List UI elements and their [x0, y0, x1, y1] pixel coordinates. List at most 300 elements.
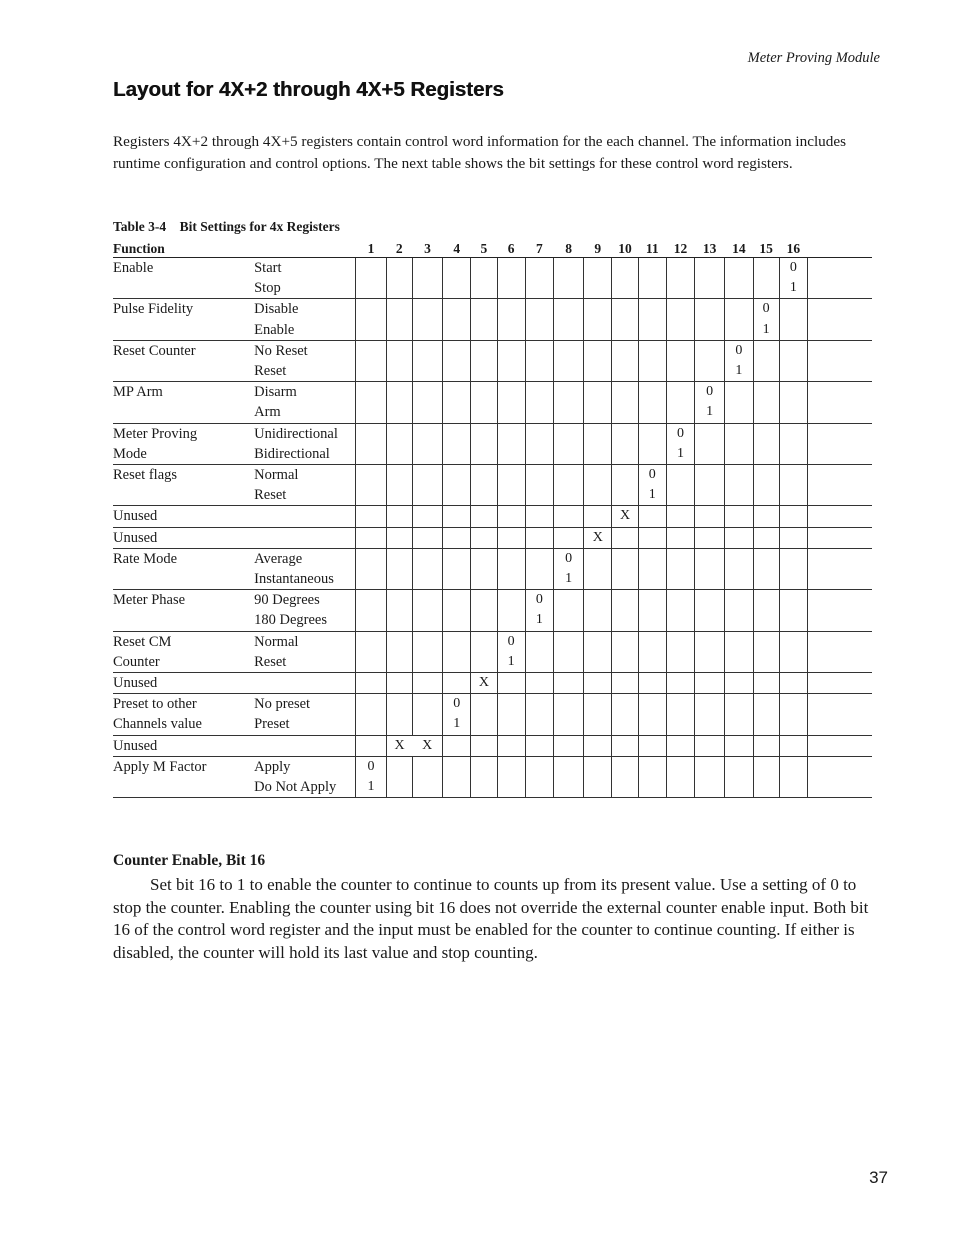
option-label: Do Not Apply — [254, 777, 356, 798]
bit-6-cell — [497, 485, 525, 506]
bit-11-cell — [638, 361, 666, 382]
bit-11-cell — [638, 402, 666, 423]
bit-7-cell — [525, 361, 553, 382]
bit-12-cell — [666, 548, 694, 569]
bit-11-cell — [638, 340, 666, 361]
bit-1-cell — [356, 361, 386, 382]
bit-16-cell — [779, 631, 807, 652]
option-label: Arm — [254, 404, 281, 421]
bit-2-cell — [386, 777, 412, 798]
bit-2-cell: X — [386, 735, 412, 756]
bit-6-cell — [497, 590, 525, 611]
bit-5-cell — [471, 299, 497, 320]
bit-2-cell — [386, 299, 412, 320]
table-row — [113, 299, 872, 320]
bit-7-cell — [525, 777, 553, 798]
bit-6-cell — [497, 382, 525, 403]
bit-3-cell — [412, 444, 442, 465]
bit-4-cell — [443, 444, 471, 465]
bit-12-cell: 0 — [666, 423, 694, 444]
tail-cell — [807, 465, 872, 486]
bit-3-cell — [412, 258, 442, 279]
table-row — [113, 590, 872, 611]
table-row — [113, 361, 872, 382]
bit-5-cell — [471, 485, 497, 506]
bit-8-cell: 1 — [553, 569, 583, 590]
bit-13-cell — [695, 423, 725, 444]
bit-3-cell — [412, 694, 442, 715]
bit-4-cell — [443, 590, 471, 611]
bit-14-cell — [725, 694, 753, 715]
bit-8-cell — [553, 756, 583, 777]
table-row — [113, 527, 872, 548]
tail-cell — [807, 320, 872, 341]
bit-5-cell — [471, 610, 497, 631]
bit-8-cell — [553, 382, 583, 403]
bit-10-cell — [612, 340, 638, 361]
bit-16-cell — [779, 569, 807, 590]
function-name: Enable — [113, 258, 254, 279]
bit-1-cell — [356, 673, 386, 694]
bit-15-cell: 1 — [753, 320, 779, 341]
bit-10-cell — [612, 631, 638, 652]
bit-11-cell — [638, 423, 666, 444]
bit-13-cell — [695, 258, 725, 279]
bit-7-cell — [525, 402, 553, 423]
table-row — [113, 402, 872, 423]
function-name: MP Arm — [113, 382, 254, 403]
bit-11-cell — [638, 777, 666, 798]
bit-11-cell — [638, 506, 666, 527]
bit-11-cell — [638, 590, 666, 611]
bit-9-cell — [584, 258, 612, 279]
bit-15-cell — [753, 258, 779, 279]
bit-12-cell — [666, 631, 694, 652]
bit-10-cell — [612, 610, 638, 631]
bit-1-cell — [356, 423, 386, 444]
bit-13-cell — [695, 631, 725, 652]
bit-14-cell: 1 — [725, 361, 753, 382]
bit-2-cell — [386, 340, 412, 361]
bit-1-cell — [356, 652, 386, 673]
bit-3-cell — [412, 465, 442, 486]
bit-10-cell — [612, 423, 638, 444]
bit-4-cell — [443, 777, 471, 798]
bit-16-cell: 0 — [779, 258, 807, 279]
bit-16-cell — [779, 506, 807, 527]
bit-16-cell — [779, 673, 807, 694]
bit-1-cell — [356, 320, 386, 341]
bit-12-cell — [666, 320, 694, 341]
bit-7-cell — [525, 258, 553, 279]
bit-15-cell — [753, 673, 779, 694]
function-name — [113, 278, 254, 299]
option-label: No Reset — [254, 340, 356, 361]
bit-14-cell — [725, 735, 753, 756]
option-label: 180 Degrees — [254, 612, 327, 629]
bit-6-cell — [497, 610, 525, 631]
bit-14-cell — [725, 382, 753, 403]
bit-10-cell — [612, 548, 638, 569]
bit-5-cell — [471, 714, 497, 735]
bit-12-cell — [666, 506, 694, 527]
table-row — [113, 777, 872, 798]
option-label: Preset — [254, 716, 290, 733]
bit-14-cell — [725, 756, 753, 777]
bit-1-cell — [356, 569, 386, 590]
bit-15-cell — [753, 777, 779, 798]
function-name: Meter Phase — [113, 590, 254, 611]
bit-16-cell — [779, 777, 807, 798]
bit-4-cell — [443, 278, 471, 299]
bit-14-cell — [725, 444, 753, 465]
bit-8-cell — [553, 506, 583, 527]
bit-6-cell: 0 — [497, 631, 525, 652]
bit-7-cell — [525, 694, 553, 715]
bit-14-cell — [725, 590, 753, 611]
bit-8-cell — [553, 652, 583, 673]
bit-13-cell — [695, 340, 725, 361]
bit-10-cell — [612, 694, 638, 715]
table-header-row — [113, 239, 872, 258]
tail-cell — [807, 735, 872, 756]
function-name: Reset Counter — [113, 340, 254, 361]
bit-13-cell — [695, 590, 725, 611]
bit-header: 12 — [666, 239, 694, 258]
bit-9-cell — [584, 485, 612, 506]
bit-14-cell — [725, 465, 753, 486]
bit-8-cell — [553, 402, 583, 423]
table-row — [113, 485, 872, 506]
bit-2-cell — [386, 485, 412, 506]
bit-5-cell — [471, 402, 497, 423]
page-title: Layout for 4X+2 through 4X+5 Registers — [113, 78, 504, 101]
bit-14-cell — [725, 652, 753, 673]
bit-5-cell — [471, 631, 497, 652]
bit-13-cell — [695, 278, 725, 299]
bit-15-cell — [753, 590, 779, 611]
bit-14-cell — [725, 258, 753, 279]
bit-4-cell — [443, 423, 471, 444]
bit-9-cell — [584, 340, 612, 361]
bit-2-cell — [386, 423, 412, 444]
bit-6-cell — [497, 714, 525, 735]
bit-8-cell — [553, 361, 583, 382]
bit-6-cell — [497, 673, 525, 694]
bit-9-cell — [584, 423, 612, 444]
bit-5-cell — [471, 756, 497, 777]
bit-4-cell — [443, 485, 471, 506]
bit-7-cell: 1 — [525, 610, 553, 631]
bit-7-cell — [525, 340, 553, 361]
bit-5-cell — [471, 258, 497, 279]
bit-3-cell — [412, 485, 442, 506]
bit-12-cell — [666, 569, 694, 590]
bit-14-cell — [725, 548, 753, 569]
bit-6-cell — [497, 694, 525, 715]
bit-9-cell — [584, 652, 612, 673]
bit-4-cell — [443, 652, 471, 673]
function-header: Function — [113, 239, 356, 258]
bit-9-cell — [584, 673, 612, 694]
bit-6-cell — [497, 527, 525, 548]
bit-7-cell — [525, 506, 553, 527]
bit-2-cell — [386, 382, 412, 403]
bit-7-cell — [525, 278, 553, 299]
bit-header: 2 — [386, 239, 412, 258]
bit-2-cell — [386, 506, 412, 527]
bit-16-cell — [779, 465, 807, 486]
bit-12-cell — [666, 382, 694, 403]
bit-7-cell — [525, 320, 553, 341]
bit-10-cell — [612, 444, 638, 465]
function-name: Rate Mode — [113, 548, 254, 569]
bit-10-cell — [612, 735, 638, 756]
bit-14-cell — [725, 631, 753, 652]
bit-10-cell — [612, 465, 638, 486]
bit-16-cell — [779, 735, 807, 756]
bit-header: 7 — [525, 239, 553, 258]
running-header: Meter Proving Module — [747, 50, 880, 66]
bit-15-cell — [753, 527, 779, 548]
bit-14-cell — [725, 777, 753, 798]
function-name — [113, 610, 254, 631]
bit-11-cell — [638, 694, 666, 715]
bit-5-cell — [471, 506, 497, 527]
bit-15-cell — [753, 485, 779, 506]
bit-9-cell — [584, 756, 612, 777]
bit-14-cell: 0 — [725, 340, 753, 361]
bit-2-cell — [386, 694, 412, 715]
bit-5-cell — [471, 444, 497, 465]
bit-7-cell — [525, 527, 553, 548]
bit-1-cell — [356, 735, 386, 756]
bit-11-cell — [638, 569, 666, 590]
tail-cell — [807, 299, 872, 320]
bit-13-cell — [695, 506, 725, 527]
bit-5-cell — [471, 320, 497, 341]
bit-15-cell — [753, 278, 779, 299]
bit-9-cell — [584, 590, 612, 611]
tail-header — [807, 239, 872, 258]
bit-10-cell — [612, 652, 638, 673]
table-row — [113, 756, 872, 777]
bit-7-cell — [525, 465, 553, 486]
option-label — [254, 735, 356, 756]
bit-15-cell — [753, 506, 779, 527]
bit-4-cell: 0 — [443, 694, 471, 715]
bit-7-cell: 0 — [525, 590, 553, 611]
bit-13-cell — [695, 299, 725, 320]
bit-16-cell — [779, 527, 807, 548]
bit-4-cell — [443, 548, 471, 569]
bit-9-cell: X — [584, 527, 612, 548]
bit-header: 16 — [779, 239, 807, 258]
bit-5-cell — [471, 465, 497, 486]
bit-12-cell — [666, 694, 694, 715]
bit-4-cell — [443, 569, 471, 590]
tail-cell — [807, 444, 872, 465]
bit-3-cell — [412, 548, 442, 569]
bit-13-cell — [695, 756, 725, 777]
bit-7-cell — [525, 485, 553, 506]
bit-5-cell — [471, 361, 497, 382]
bit-8-cell — [553, 590, 583, 611]
bit-5-cell — [471, 652, 497, 673]
table-row — [113, 694, 872, 715]
bit-11-cell — [638, 278, 666, 299]
bit-10-cell: X — [612, 506, 638, 527]
bit-11-cell — [638, 756, 666, 777]
bit-16-cell — [779, 756, 807, 777]
bit-13-cell — [695, 673, 725, 694]
bit-4-cell — [443, 610, 471, 631]
function-name: Mode — [113, 445, 147, 462]
table-row — [113, 278, 872, 299]
function-name: Unused — [113, 527, 254, 548]
table-row — [113, 506, 872, 527]
function-name: Meter Proving — [113, 423, 254, 444]
bit-16-cell — [779, 423, 807, 444]
bit-6-cell — [497, 340, 525, 361]
tail-cell — [807, 756, 872, 777]
bit-16-cell — [779, 652, 807, 673]
bit-14-cell — [725, 673, 753, 694]
bit-8-cell — [553, 610, 583, 631]
bit-16-cell — [779, 320, 807, 341]
bit-13-cell — [695, 569, 725, 590]
bit-11-cell: 1 — [638, 485, 666, 506]
table-row — [113, 735, 872, 756]
table-row — [113, 631, 872, 652]
bit-12-cell — [666, 590, 694, 611]
bit-13-cell — [695, 548, 725, 569]
bit-7-cell — [525, 714, 553, 735]
bit-8-cell — [553, 444, 583, 465]
bit-2-cell — [386, 673, 412, 694]
bit-14-cell — [725, 278, 753, 299]
bit-16-cell — [779, 548, 807, 569]
bit-4-cell — [443, 631, 471, 652]
bit-15-cell — [753, 402, 779, 423]
bit-10-cell — [612, 382, 638, 403]
table-row — [113, 610, 872, 631]
tail-cell — [807, 673, 872, 694]
option-label: Stop — [254, 280, 281, 297]
bit-6-cell — [497, 548, 525, 569]
table-row — [113, 548, 872, 569]
bit-10-cell — [612, 485, 638, 506]
bit-9-cell — [584, 361, 612, 382]
bit-12-cell — [666, 402, 694, 423]
option-label: Disable — [254, 299, 356, 320]
bit-header: 13 — [695, 239, 725, 258]
bit-4-cell — [443, 340, 471, 361]
bit-6-cell — [497, 258, 525, 279]
bit-6-cell — [497, 320, 525, 341]
bit-6-cell — [497, 402, 525, 423]
bit-9-cell — [584, 382, 612, 403]
table-row — [113, 258, 872, 279]
bit-13-cell: 0 — [695, 382, 725, 403]
bit-8-cell: 0 — [553, 548, 583, 569]
table-row — [113, 652, 872, 673]
bit-4-cell — [443, 382, 471, 403]
bit-11-cell — [638, 631, 666, 652]
bit-13-cell — [695, 320, 725, 341]
bit-2-cell — [386, 548, 412, 569]
option-label: 90 Degrees — [254, 590, 356, 611]
bit-4-cell — [443, 756, 471, 777]
bit-11-cell — [638, 527, 666, 548]
bit-12-cell — [666, 361, 694, 382]
function-name: Reset flags — [113, 465, 254, 486]
bit-12-cell — [666, 485, 694, 506]
function-name — [113, 320, 254, 341]
function-name — [113, 485, 254, 506]
bit-1-cell — [356, 485, 386, 506]
bit-15-cell — [753, 652, 779, 673]
bit-header: 1 — [356, 239, 386, 258]
bit-5-cell — [471, 340, 497, 361]
bit-7-cell — [525, 444, 553, 465]
bit-6-cell — [497, 756, 525, 777]
option-label: Reset — [254, 487, 287, 504]
bit-14-cell — [725, 485, 753, 506]
bit-8-cell — [553, 631, 583, 652]
bit-7-cell — [525, 631, 553, 652]
function-name: Reset CM — [113, 631, 254, 652]
bit-14-cell — [725, 527, 753, 548]
option-label: Start — [254, 258, 356, 279]
function-name — [113, 361, 254, 382]
tail-cell — [807, 777, 872, 798]
intro-paragraph: Registers 4X+2 through 4X+5 registers contain control word information for the each channel. The information includes runtime configuration and control options. The next table shows the bit settings for these control word registers. — [113, 133, 847, 172]
bit-8-cell — [553, 258, 583, 279]
bit-9-cell — [584, 444, 612, 465]
bit-1-cell: 1 — [356, 777, 386, 798]
bit-14-cell — [725, 299, 753, 320]
bit-16-cell — [779, 444, 807, 465]
table-row — [113, 465, 872, 486]
option-label: Apply — [254, 756, 356, 777]
tail-cell — [807, 485, 872, 506]
bit-6-cell — [497, 465, 525, 486]
bit-14-cell — [725, 506, 753, 527]
bit-7-cell — [525, 423, 553, 444]
bit-10-cell — [612, 527, 638, 548]
bit-2-cell — [386, 465, 412, 486]
bit-8-cell — [553, 423, 583, 444]
bit-2-cell — [386, 652, 412, 673]
bit-7-cell — [525, 756, 553, 777]
function-name — [113, 777, 254, 798]
bit-2-cell — [386, 444, 412, 465]
bit-15-cell: 0 — [753, 299, 779, 320]
bit-8-cell — [553, 465, 583, 486]
bit-3-cell — [412, 320, 442, 341]
tail-cell — [807, 506, 872, 527]
bit-5-cell — [471, 777, 497, 798]
option-label — [254, 527, 356, 548]
bit-3-cell — [412, 382, 442, 403]
bit-12-cell: 1 — [666, 444, 694, 465]
bit-4-cell — [443, 735, 471, 756]
bit-9-cell — [584, 610, 612, 631]
bit-7-cell — [525, 569, 553, 590]
bit-7-cell — [525, 735, 553, 756]
bit-13-cell — [695, 465, 725, 486]
